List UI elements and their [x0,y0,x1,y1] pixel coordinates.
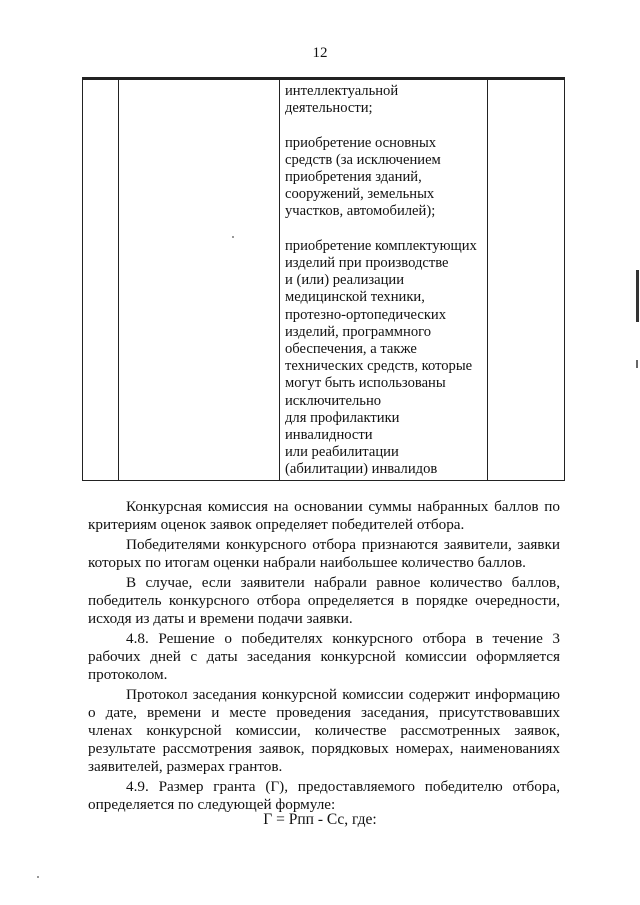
paragraph-4-8: 4.8. Решение о победителях конкурсного отбора в течение 3 рабочих дней с даты заседания конкурсной комиссии оформляется протоколом. [88,630,560,683]
paragraph-winners: Победителями конкурсного отбора признаются заявители, заявки которых по итогам оценки набрали наибольшее количество баллов. [88,536,560,571]
paragraph-4-9: 4.9. Размер гранта (Г), предоставляемого победителю отбора, определяется по следующей формуле: [88,778,560,813]
scan-speck [232,236,234,238]
grant-formula: Г = Рпп - Сс, где: [263,811,377,828]
paragraph-protocol: Протокол заседания конкурсной комиссии содержит информацию о дате, времени и месте проведения заседания, присутствовавших членах конкурсной комиссии, количестве рассмотренных заявок, результате рассмотрения заявок, порядковых номерах, наименованиях заявителей, размерах грантов. [88,686,560,775]
page-number: 12 [312,45,328,61]
scan-speck [37,876,39,878]
table-cell-note [488,80,565,481]
expense-item-intellectual: интеллектуальной деятельности; [285,83,399,117]
paragraph-equal-scores: В случае, если заявители набрали равное количество баллов, победитель конкурсного отбора определяется в порядке очередности, исходя из даты и времени подачи заявки. [88,574,560,627]
table-cell-criterion [119,80,280,481]
body-text [88,498,560,816]
table-cell-number [83,80,119,481]
scan-edge-mark [636,360,638,368]
paragraph-commission-scoring: Конкурсная комиссия на основании суммы набранных баллов по критериям оценок заявок определяет победителей отбора. [88,498,560,533]
expense-item-components: приобретение комплектующих изделий при производстве и (или) реализации медицинской техники, протезно-ортопедических изделий, программного обеспечения, а также технических средств, которые могут быть использованы исключительно для профилактики инвалидности или реабилитации (абилитации) инвалидов [285,237,477,478]
scan-edge-mark [636,270,639,322]
continuation-table [82,77,565,481]
expense-item-fixed-assets: приобретение основных средств (за исключением приобретения зданий, сооружений, земельных участков, автомобилей); [285,134,441,220]
table-cell-expense-directions [280,80,488,481]
